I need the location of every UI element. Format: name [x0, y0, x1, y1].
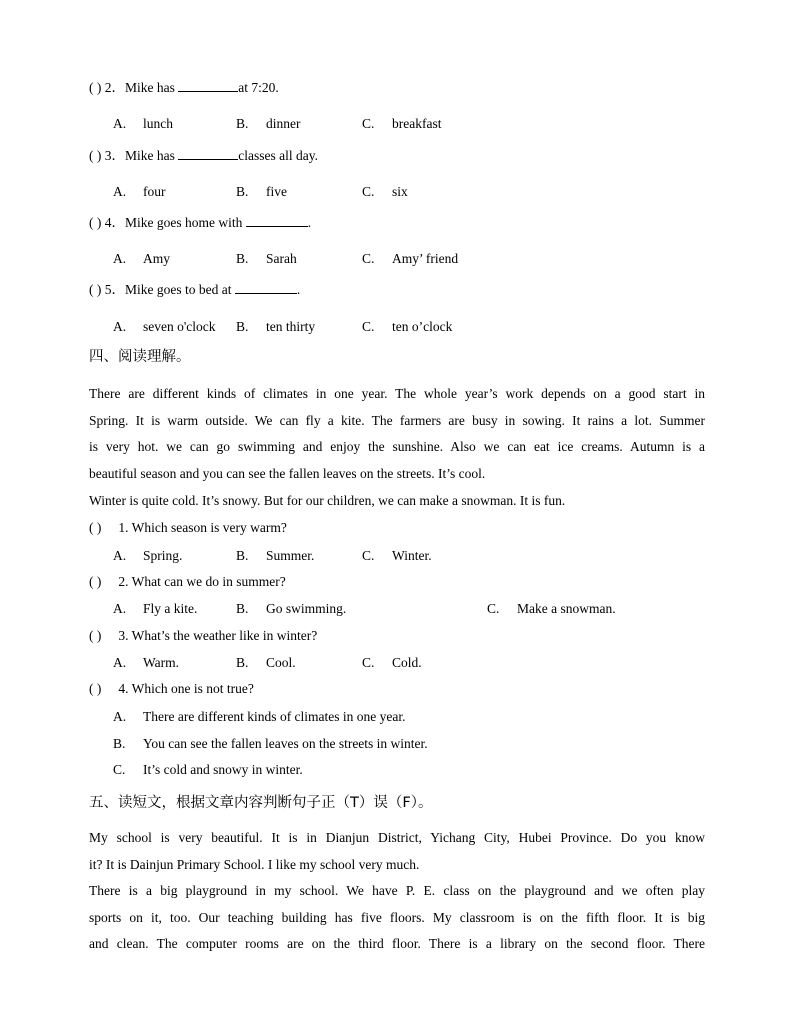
answer-paren[interactable]: ( )	[89, 628, 102, 643]
question-number: 2．	[104, 80, 125, 95]
fill-blank[interactable]	[246, 214, 308, 227]
option-c[interactable]: C. Make a snowman.	[487, 601, 616, 616]
true-false-passage	[89, 825, 705, 958]
option-a[interactable]: A. There are different kinds of climates in one year.	[113, 709, 406, 724]
question-text-pre: Mike goes home with	[125, 215, 246, 230]
fill-blank[interactable]	[178, 79, 238, 92]
answer-paren[interactable]: ( )	[89, 681, 102, 696]
answer-paren[interactable]: ( )	[89, 574, 102, 589]
option-b[interactable]: B. Summer.	[236, 548, 315, 563]
passage-line: There is a big playground in my school. We have P. E. class on the playground and we often play	[89, 883, 705, 899]
passage-line: sports on it, too. Our teaching building has five floors. My classroom is on the fifth floor. It is big	[89, 909, 705, 925]
answer-paren[interactable]: ( )	[89, 520, 102, 535]
question-number: 5．	[104, 282, 125, 297]
option-c[interactable]: C. It’s cold and snowy in winter.	[113, 762, 303, 777]
option-b[interactable]: B. Sarah	[236, 251, 297, 266]
passage-line: There are different kinds of climates in one year. The whole year’s work depends on a good start in	[89, 386, 705, 401]
question-s3-3	[89, 147, 318, 165]
fill-blank[interactable]	[178, 147, 238, 160]
option-b[interactable]: B. dinner	[236, 116, 301, 131]
passage-line: Winter is quite cold. It’s snowy. But for our children, we can make a snowman. It is fun.	[89, 493, 566, 508]
section-heading-true-false: 五、读短文，根据文章内容判断句子正（T）误（F）。	[89, 795, 433, 811]
passage-line: and clean. The computer rooms are on the third floor. There is a library on the second floor. There	[89, 936, 705, 952]
option-a[interactable]: A. four	[113, 184, 166, 199]
option-a[interactable]: A. lunch	[113, 116, 173, 131]
passage-line: is very hot. we can go swimming and enjoy the sunshine. Also we can eat ice creams. Autumn is a	[89, 439, 705, 455]
option-b[interactable]: B. ten thirty	[236, 319, 316, 334]
option-b[interactable]: B. Go swimming.	[236, 601, 347, 616]
option-b[interactable]: B. Cool.	[236, 655, 296, 670]
question-text-pre: Mike goes to bed at	[125, 282, 235, 297]
reading-passage	[89, 381, 705, 487]
option-a[interactable]: A. Amy	[113, 251, 170, 266]
option-a[interactable]: A. Warm.	[113, 655, 180, 670]
question-text-post: .	[296, 282, 301, 297]
question-s3-5	[89, 281, 300, 299]
question-s4-3	[89, 627, 317, 645]
option-c[interactable]: C. six	[362, 184, 408, 199]
passage-line: beautiful season and you can see the fallen leaves on the streets. It’s cool.	[89, 465, 486, 481]
question-text: 2. What can we do in summer?	[118, 574, 286, 589]
question-s4-2	[89, 573, 286, 591]
question-text-pre: Mike has	[125, 80, 179, 95]
question-text-post: classes all day.	[238, 148, 318, 163]
question-text: 4. Which one is not true?	[118, 681, 254, 696]
passage-line: it? It is Dainjun Primary School. I like my school very much.	[89, 856, 420, 872]
question-s3-4	[89, 214, 311, 232]
answer-paren[interactable]: ( )	[89, 215, 102, 230]
option-c[interactable]: C. ten o’clock	[362, 319, 453, 334]
section-heading-reading: 四、阅读理解。	[89, 349, 191, 365]
question-s4-4	[89, 680, 254, 698]
passage-line: Spring. It is warm outside. We can fly a kite. The farmers are busy in sowing. It rains a lot. Summer	[89, 412, 705, 428]
option-c[interactable]: C. breakfast	[362, 116, 442, 131]
option-b[interactable]: B. five	[236, 184, 287, 199]
option-a[interactable]: A. seven o'clock	[113, 319, 216, 334]
question-text-post: at 7:20.	[238, 80, 279, 95]
option-c[interactable]: C. Amy’ friend	[362, 251, 459, 266]
option-c[interactable]: C. Winter.	[362, 548, 432, 563]
question-text-pre: Mike has	[125, 148, 179, 163]
answer-paren[interactable]: ( )	[89, 148, 102, 163]
option-b[interactable]: B. You can see the fallen leaves on the streets in winter.	[113, 736, 428, 751]
question-number: 4．	[104, 215, 125, 230]
answer-paren[interactable]: ( )	[89, 80, 102, 95]
option-a[interactable]: A. Fly a kite.	[113, 601, 198, 616]
option-c[interactable]: C. Cold.	[362, 655, 422, 670]
answer-paren[interactable]: ( )	[89, 282, 102, 297]
question-s3-2	[89, 79, 279, 97]
question-s4-1	[89, 519, 287, 537]
question-number: 3．	[104, 148, 125, 163]
question-text: 1. Which season is very warm?	[118, 520, 287, 535]
question-text: 3. What’s the weather like in winter?	[118, 628, 318, 643]
passage-line: My school is very beautiful. It is in Dianjun District, Yichang City, Hubei Province. Do you know	[89, 830, 705, 845]
fill-blank[interactable]	[235, 281, 297, 294]
option-a[interactable]: A. Spring.	[113, 548, 183, 563]
question-text-post: .	[307, 215, 312, 230]
